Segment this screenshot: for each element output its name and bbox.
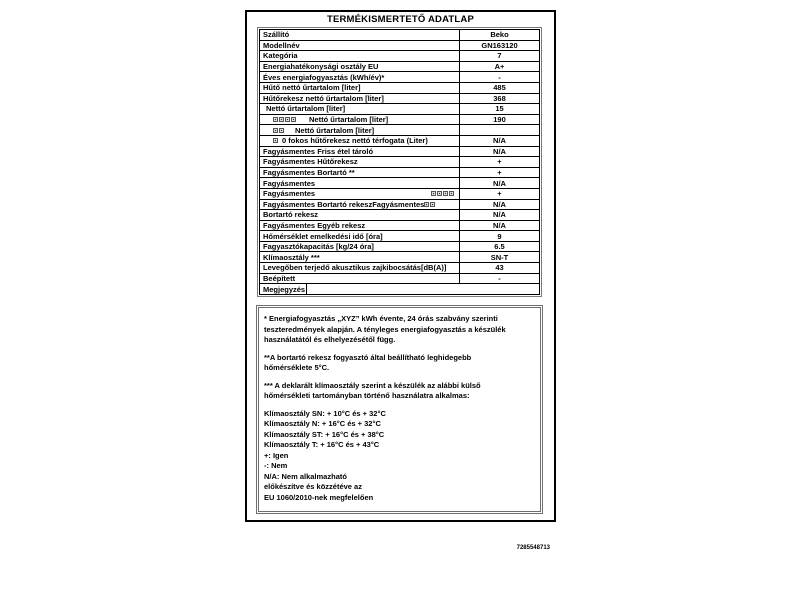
row-label: Szállító: [263, 30, 290, 40]
table-row: [260, 114, 539, 125]
row-label-cell: [260, 72, 459, 82]
row-label-cell: [260, 221, 459, 231]
notes-line: EU 1060/2010-nek megfelelően: [264, 492, 374, 502]
table-row: [260, 262, 539, 273]
table-row: [260, 167, 539, 178]
row-label-cell: [260, 125, 459, 135]
row-value: 7: [459, 51, 539, 61]
freezer-star-icon: [449, 191, 454, 196]
table-row: [260, 71, 539, 82]
row-label: 0 fokos hűtőrekesz nettó térfogata (Liter): [282, 136, 428, 146]
row-label: Fagyasztókapacitás [kg/24 óra]: [263, 242, 374, 252]
row-value: +: [459, 168, 539, 178]
row-label-cell: [260, 200, 459, 210]
table-row: [260, 82, 539, 93]
row-note-area: [307, 284, 539, 294]
row-label: Megjegyzés: [260, 284, 307, 294]
row-label: Beépített: [263, 273, 296, 283]
freezer-star-rating: [424, 202, 436, 207]
row-value: 190: [459, 115, 539, 125]
freezer-star-icon: [273, 128, 278, 133]
row-value: 368: [459, 94, 539, 104]
table-row: [260, 124, 539, 135]
row-label-cell: [260, 242, 459, 252]
notes-frame: [256, 305, 543, 514]
row-label: Fagyásmentes Egyéb rekesz: [263, 220, 366, 230]
notes-line: *** A deklarált klímaosztály szerint a készülék az alábbi külső: [264, 380, 481, 390]
row-label: Nettó űrtartalom [liter]: [309, 115, 389, 125]
row-label-cell: [260, 94, 459, 104]
spec-table-frame: [257, 27, 542, 297]
row-label-cell: [260, 62, 459, 72]
table-row: [260, 146, 539, 157]
table-row: [260, 273, 539, 284]
row-label-cell: [260, 41, 459, 51]
notes-line: +: Igen: [264, 450, 289, 460]
row-label: Modellnév: [263, 40, 300, 50]
table-row: [260, 50, 539, 61]
table-row: [260, 283, 539, 294]
row-label: Éves energiafogyasztás (kWh/év)*: [263, 72, 385, 82]
row-label-cell: [260, 168, 459, 178]
notes-line: Klímaosztály SN: + 10°C és + 32°C: [264, 408, 386, 418]
row-label: Hűtő nettó űrtartalom [liter]: [263, 83, 361, 93]
notes-line: hőmérsékleti tartományban történő használatra alkalmas:: [264, 391, 470, 400]
row-value: N/A: [459, 221, 539, 231]
freezer-star-icon: [424, 202, 429, 207]
notes-line: Klímaosztály N: + 16°C és + 32°C: [264, 419, 381, 428]
row-value: N/A: [459, 200, 539, 210]
table-row: [260, 40, 539, 51]
row-value: 6.5: [459, 242, 539, 252]
row-label-cell: [260, 51, 459, 61]
row-label: Energiahatékonysági osztály EU: [263, 62, 379, 72]
row-label: Hőmérséklet emelkedési idő [óra]: [263, 231, 383, 241]
notes-line: hőmérséklete 5°C.: [264, 363, 330, 372]
row-label: Hűtőrekesz nettó űrtartalom [liter]: [263, 93, 384, 103]
row-label: Fagyásmentes Bortartó rekeszFagyásmentes: [263, 199, 425, 209]
notes-line: N/A: Nem alkalmazható: [264, 471, 347, 481]
freezer-star-rating: [273, 138, 279, 143]
freezer-star-icon: [279, 117, 284, 122]
row-value: +: [459, 157, 539, 167]
row-label-cell: [260, 231, 459, 241]
freezer-star-icon: [285, 117, 290, 122]
row-label-cell: [260, 263, 459, 273]
table-row: [260, 61, 539, 72]
row-value: N/A: [459, 136, 539, 146]
row-label-cell: [260, 104, 459, 114]
notes-blank-line: [264, 374, 537, 381]
freezer-star-icon: [273, 117, 278, 122]
freezer-star-icon: [431, 191, 436, 196]
notes-line: Klímaosztály T: + 16°C és + 43°C: [264, 440, 380, 449]
row-value: 15: [459, 104, 539, 114]
row-label-cell: [260, 147, 459, 157]
row-label-cell: [260, 210, 459, 220]
product-data-sheet: [245, 10, 556, 522]
row-value: -: [459, 274, 539, 284]
table-row: [260, 199, 539, 210]
notes-line: -: Nem: [264, 461, 288, 470]
freezer-star-icon: [437, 191, 442, 196]
notes-line: teszteredmények alapján. A tényleges energiafogyasztás a készülék: [264, 324, 506, 334]
document-code: 7285548713: [516, 545, 550, 551]
row-value: Beko: [459, 30, 539, 40]
freezer-star-rating: [273, 117, 297, 122]
table-row: [260, 177, 539, 188]
notes-line: Klímaosztály ST: + 16°C és + 38°C: [264, 429, 385, 439]
table-row: [260, 30, 539, 40]
row-label: Fagyásmentes Hűtőrekesz: [263, 157, 358, 167]
row-label: Fagyásmentes: [263, 178, 316, 188]
row-label-cell: [260, 136, 459, 146]
freezer-star-icon: [291, 117, 296, 122]
table-row: [260, 188, 539, 199]
row-label: Fagyásmentes Friss étel tároló: [263, 146, 374, 156]
row-label-cell: [260, 189, 459, 199]
row-value: 485: [459, 83, 539, 93]
row-value: N/A: [459, 210, 539, 220]
notes-blank-line: [264, 402, 537, 409]
row-label-cell: [260, 30, 459, 40]
row-label-cell: [260, 83, 459, 93]
row-value: -: [459, 72, 539, 82]
row-value: N/A: [459, 147, 539, 157]
table-row: [260, 230, 539, 241]
row-label: Kategória: [263, 51, 298, 61]
freezer-star-icon: [279, 128, 284, 133]
freezer-star-icon: [273, 138, 278, 143]
notes-blank-line: [264, 346, 537, 353]
row-value: [459, 125, 539, 135]
row-label: Fagyásmentes: [263, 189, 316, 199]
sheet-title: TERMÉKISMERTETŐ ADATLAP: [326, 14, 475, 25]
table-row: [260, 103, 539, 114]
table-row: [260, 135, 539, 146]
row-value: +: [459, 189, 539, 199]
row-label: Klímaosztály ***: [263, 252, 320, 262]
row-label-cell: [260, 178, 459, 188]
table-row: [260, 209, 539, 220]
table-row: [260, 220, 539, 231]
table-row: [260, 156, 539, 167]
row-label-cell: [260, 115, 459, 125]
row-label-cell: [260, 157, 459, 167]
row-value: 43: [459, 263, 539, 273]
row-value: A+: [459, 62, 539, 72]
notes-line: előkészítve és közzétéve az: [264, 482, 362, 491]
notes-box: [258, 307, 541, 512]
spec-table: [259, 29, 540, 295]
notes-line: **A bortartó rekesz fogyasztó által beállítható leghidegebb: [264, 352, 472, 362]
row-label: Bortartó rekesz: [263, 210, 319, 220]
freezer-star-icon: [443, 191, 448, 196]
table-row: [260, 241, 539, 252]
row-label: Fagyásmentes Bortartó **: [263, 168, 355, 178]
notes-line: * Energiafogyasztás „XYZ” kWh évente, 24 órás szabvány szerinti: [264, 314, 498, 323]
row-label-cell: [260, 274, 459, 284]
row-value: GN163120: [459, 41, 539, 51]
freezer-star-rating: [273, 128, 285, 133]
row-value: 9: [459, 231, 539, 241]
row-value: N/A: [459, 178, 539, 188]
row-value: SN-T: [459, 252, 539, 262]
row-label-cell: [260, 252, 459, 262]
table-row: [260, 251, 539, 262]
notes-line: használatától és elhelyezésétől függ.: [264, 335, 396, 344]
table-row: [260, 93, 539, 104]
row-label: Levegőben terjedő akusztikus zajkibocsátás[dB(A)]: [263, 263, 447, 273]
row-label: Nettó űrtartalom [liter]: [295, 125, 375, 135]
freezer-star-rating: [431, 191, 455, 196]
row-label: Nettó űrtartalom [liter]: [266, 104, 346, 114]
freezer-star-icon: [430, 202, 435, 207]
